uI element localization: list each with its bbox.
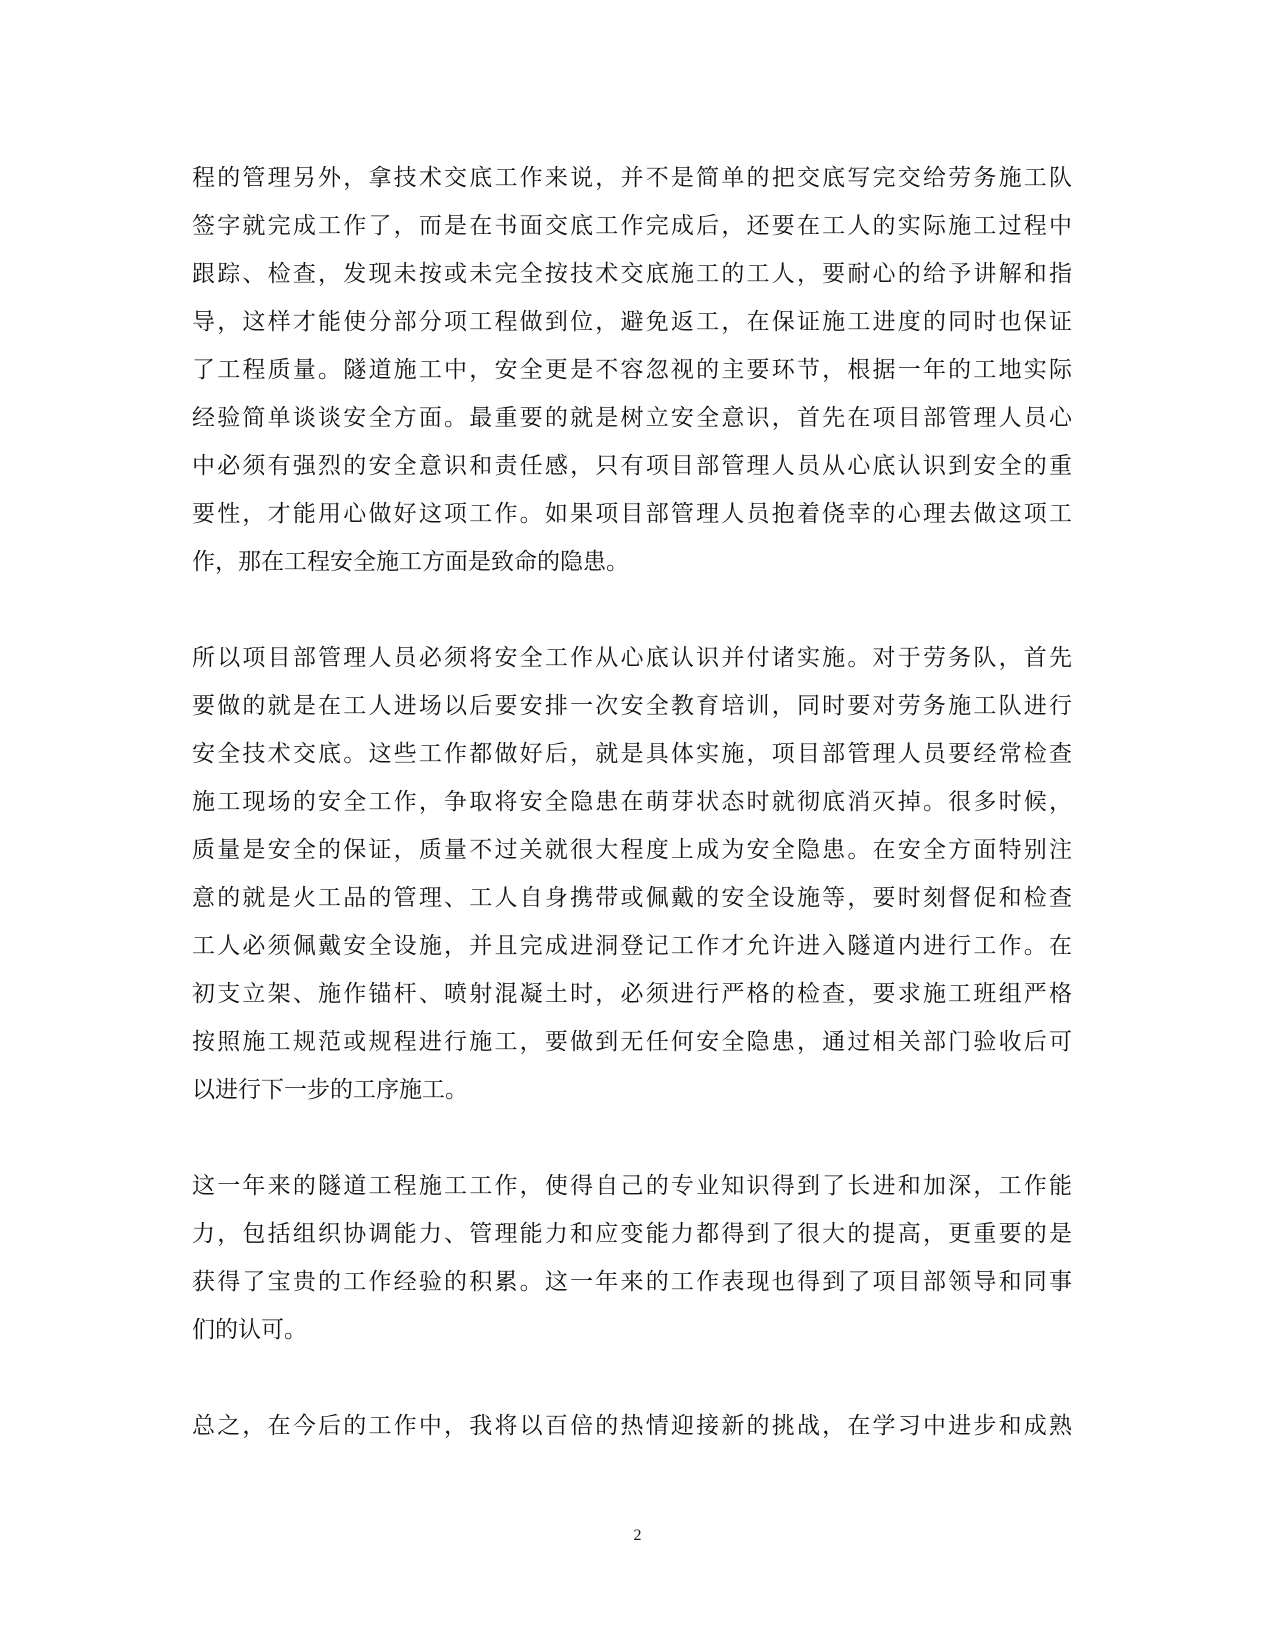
paragraph-3 xyxy=(192,1162,1072,1354)
text-line: 了工程质量。隧道施工中，安全更是不容忽视的主要环节，根据一年的工地实际 xyxy=(192,357,1072,383)
text-line: 意的就是火工品的管理、工人自身携带或佩戴的安全设施等，要时刻督促和检查 xyxy=(192,885,1072,911)
text-line: 这一年来的隧道工程施工工作，使得自己的专业知识得到了长进和加深，工作能 xyxy=(192,1173,1072,1199)
text-line: 签字就完成工作了，而是在书面交底工作完成后，还要在工人的实际施工过程中 xyxy=(192,213,1072,239)
text-line: 力，包括组织协调能力、管理能力和应变能力都得到了很大的提高，更重要的是 xyxy=(192,1221,1072,1247)
text-line: 导，这样才能使分部分项工程做到位，避免返工，在保证施工进度的同时也保证 xyxy=(192,309,1072,335)
text-line: 总之，在今后的工作中，我将以百倍的热情迎接新的挑战，在学习中进步和成熟 xyxy=(192,1413,1072,1439)
text-line: 初支立架、施作锚杆、喷射混凝土时，必须进行严格的检查，要求施工班组严格 xyxy=(192,981,1072,1007)
text-line: 跟踪、检查，发现未按或未完全按技术交底施工的工人，要耐心的给予讲解和指 xyxy=(192,261,1072,287)
body-text xyxy=(192,154,1072,1498)
text-line: 要做的就是在工人进场以后要安排一次安全教育培训，同时要对劳务施工队进行 xyxy=(192,693,1072,719)
text-line: 作，那在工程安全施工方面是致命的隐患。 xyxy=(192,549,629,575)
text-line: 按照施工规范或规程进行施工，要做到无任何安全隐患，通过相关部门验收后可 xyxy=(192,1029,1072,1055)
text-line: 中必须有强烈的安全意识和责任感，只有项目部管理人员从心底认识到安全的重 xyxy=(192,453,1072,479)
text-line: 所以项目部管理人员必须将安全工作从心底认识并付诸实施。对于劳务队，首先 xyxy=(192,645,1072,671)
text-line: 施工现场的安全工作，争取将安全隐患在萌芽状态时就彻底消灭掉。很多时候， xyxy=(192,789,1072,815)
text-line: 经验简单谈谈安全方面。最重要的就是树立安全意识，首先在项目部管理人员心 xyxy=(192,405,1072,431)
page-number: 2 xyxy=(633,1527,642,1544)
text-line: 安全技术交底。这些工作都做好后，就是具体实施，项目部管理人员要经常检查 xyxy=(192,741,1072,767)
text-line: 获得了宝贵的工作经验的积累。这一年来的工作表现也得到了项目部领导和同事 xyxy=(192,1269,1072,1295)
text-line: 质量是安全的保证，质量不过关就很大程度上成为安全隐患。在安全方面特别注 xyxy=(192,837,1072,863)
text-line: 程的管理另外，拿技术交底工作来说，并不是简单的把交底写完交给劳务施工队 xyxy=(192,165,1072,191)
text-line: 要性，才能用心做好这项工作。如果项目部管理人员抱着侥幸的心理去做这项工 xyxy=(192,501,1072,527)
paragraph-1 xyxy=(192,154,1072,586)
paragraph-2 xyxy=(192,634,1072,1114)
text-line: 以进行下一步的工序施工。 xyxy=(192,1077,468,1103)
text-line: 工人必须佩戴安全设施，并且完成进洞登记工作才允许进入隧道内进行工作。在 xyxy=(192,933,1072,959)
text-line: 们的认可。 xyxy=(192,1317,307,1343)
paragraph-4 xyxy=(192,1402,1072,1450)
